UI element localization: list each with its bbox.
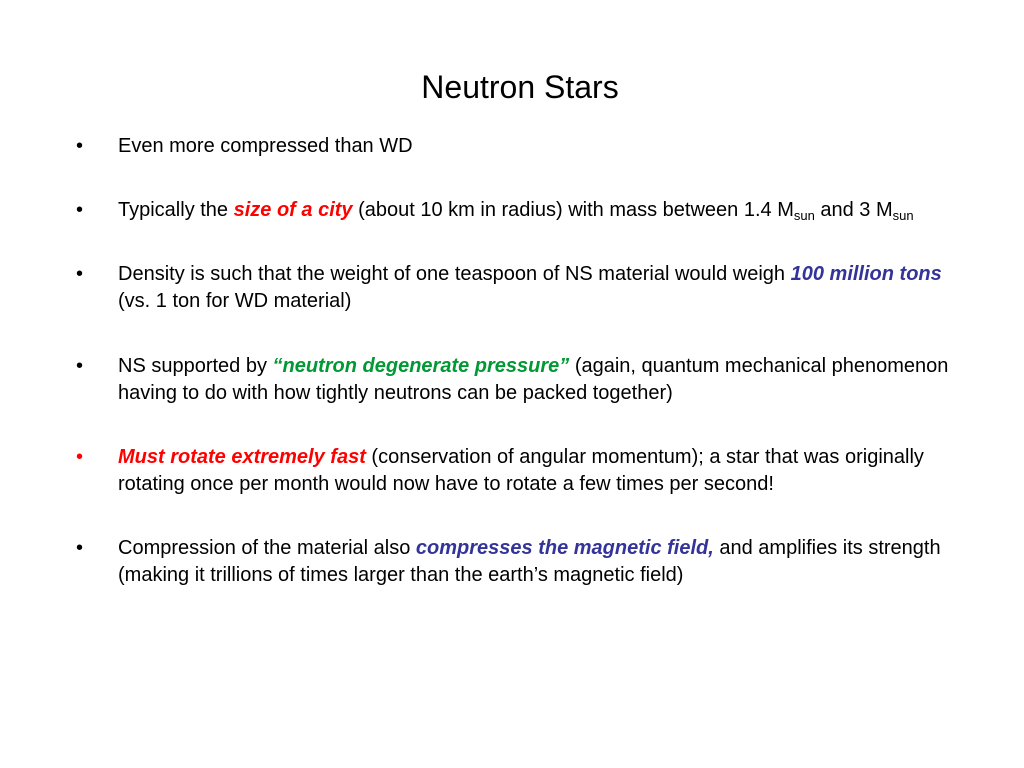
bullet-marker: • [76, 263, 84, 285]
bullet-marker: • [76, 446, 84, 468]
bullet-text-prefix: Typically the [118, 199, 234, 221]
bullet-text-prefix: NS supported by [118, 355, 273, 377]
bullet-item-density [76, 261, 956, 315]
subscript-sun: sun [892, 208, 914, 223]
bullet-text-prefix: Compression of the material also [118, 537, 416, 559]
emphasis-must-rotate-extremely-fast: Must rotate extremely fast [118, 446, 366, 468]
bullet-text: Even more compressed than WD [118, 135, 413, 157]
subscript-sun: sun [793, 208, 815, 223]
bullet-list [76, 133, 956, 589]
bullet-item-rotation [76, 444, 956, 498]
emphasis-100-million-tons: 100 million tons [790, 263, 942, 285]
bullet-text-middle: (about 10 km in radius) with mass between 1.4 M [352, 199, 794, 221]
bullet-text-suffix: (vs. 1 ton for WD material) [118, 290, 352, 312]
bullet-marker: • [76, 355, 84, 377]
bullet-marker: • [76, 199, 84, 221]
bullet-text-middle-2: and 3 M [814, 199, 893, 221]
bullet-item-compression [76, 133, 956, 160]
bullet-marker: • [76, 135, 84, 157]
bullet-text-suffix: (again, quantum mechanical phenomenon having to do with how tightly neutrons can be packed together) [118, 355, 949, 404]
emphasis-size-of-city: size of a city [233, 199, 353, 221]
bullet-text-suffix: and amplifies its strength (making it trillions of times larger than the earth’s magnetic field) [118, 537, 941, 586]
slide-title: Neutron Stars [421, 69, 619, 106]
bullet-text-suffix: (conservation of angular momentum); a star that was originally rotating once per month would now have to rotate a few times per second! [118, 446, 924, 495]
emphasis-compresses-magnetic-field: compresses the magnetic field, [415, 537, 714, 559]
bullet-item-pressure [76, 353, 956, 407]
bullet-item-size [76, 197, 956, 224]
bullet-text-prefix: Density is such that the weight of one teaspoon of NS material would weigh [118, 263, 791, 285]
emphasis-neutron-degenerate-pressure: “neutron degenerate pressure” [272, 355, 570, 377]
bullet-item-magnetic-field [76, 535, 956, 589]
bullet-marker: • [76, 537, 84, 559]
